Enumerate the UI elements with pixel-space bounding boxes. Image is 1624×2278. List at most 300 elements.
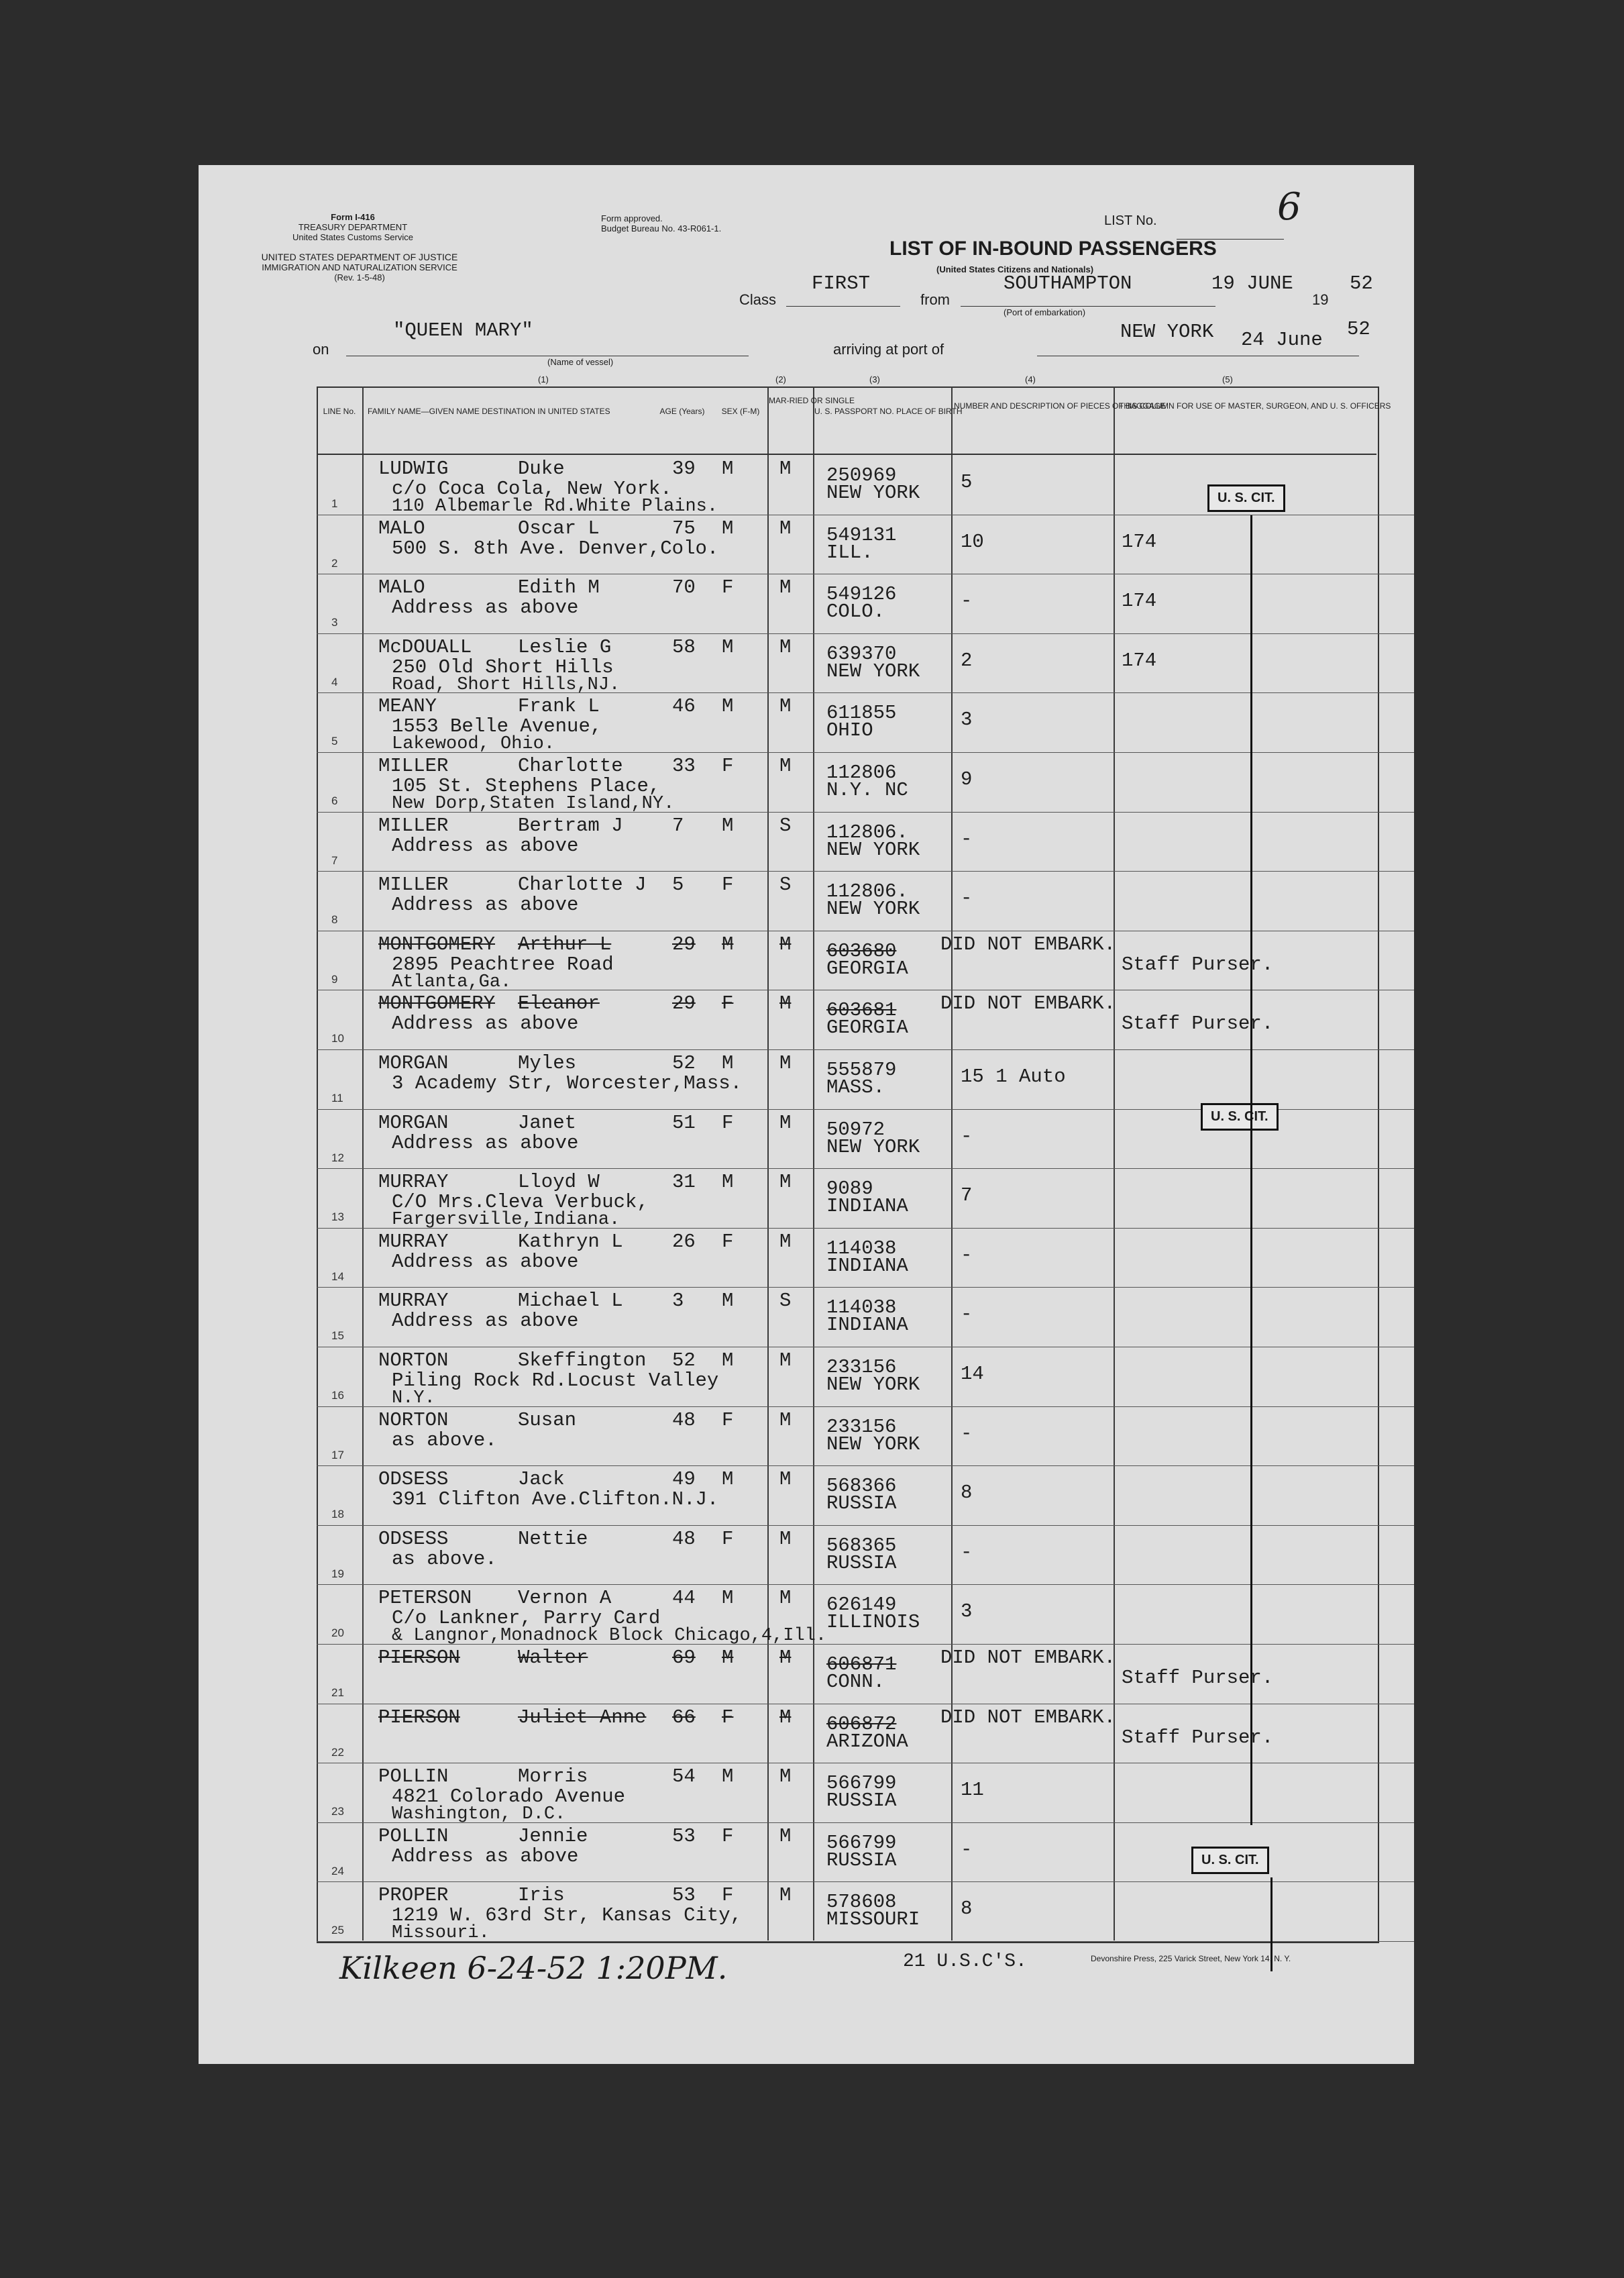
cell-birth: RUSSIA <box>826 1551 897 1574</box>
table-row <box>317 1232 1376 1288</box>
cell-addr1: 250 Old Short Hills <box>392 656 614 678</box>
cell-note: Staff Purser. <box>1122 1667 1274 1689</box>
cell-bag: - <box>961 1422 973 1445</box>
cell-addr1: C/O Mrs.Cleva Verbuck, <box>392 1191 649 1214</box>
arriving-label: arriving at port of <box>833 341 944 358</box>
cell-sex: M <box>722 1290 734 1312</box>
cell-birth: ILL. <box>826 541 873 564</box>
page-title: LIST OF IN-BOUND PASSENGERS <box>889 238 1217 260</box>
cell-line: 7 <box>331 853 338 867</box>
cell-line: 5 <box>331 735 338 748</box>
col-passport: U. S. PASSPORT NO. PLACE OF BIRTH <box>814 407 963 416</box>
cell-family: LUDWIG <box>378 458 449 480</box>
cell-sex: F <box>722 755 734 777</box>
cell-given: Charlotte J <box>518 874 647 896</box>
cell-addr1: as above. <box>392 1547 497 1570</box>
cell-addr2: & Langnor,Monadnock Block Chicago,4,Ill. <box>392 1626 827 1647</box>
printer-credit: Devonshire Press, 225 Varick Street, New York 14, N. Y. <box>1091 1954 1291 1963</box>
cell-family: NORTON <box>378 1349 449 1371</box>
cell-ms: M <box>779 635 792 658</box>
cell-bag: 11 <box>961 1779 984 1802</box>
cell-bag: - <box>961 1125 973 1147</box>
row-divider <box>317 633 1414 634</box>
cell-passport: 112806. <box>826 880 908 903</box>
stamp-line <box>1250 515 1252 1153</box>
cell-age: 29 <box>672 992 696 1015</box>
cell-addr1: Address as above <box>392 597 579 619</box>
cell-line: 9 <box>331 972 338 986</box>
cell-birth: N.Y. NC <box>826 779 908 801</box>
cell-passport: 568365 <box>826 1534 897 1557</box>
cell-birth: ARIZONA <box>826 1730 908 1753</box>
citizen-count: 21 U.S.C'S. <box>903 1951 1027 1972</box>
cell-family: PIERSON <box>378 1647 460 1669</box>
cell-birth: GEORGIA <box>826 1017 908 1039</box>
cell-line: 24 <box>331 1864 344 1877</box>
cell-given: Duke <box>518 458 565 480</box>
cell-addr2: Lakewood, Ohio. <box>392 734 555 755</box>
cell-note: 174 <box>1122 530 1157 553</box>
cell-age: 48 <box>672 1527 696 1550</box>
table-row <box>317 519 1376 574</box>
table-row <box>317 1351 1376 1406</box>
col-sex: SEX (F-M) <box>721 407 760 416</box>
cell-sex: M <box>722 1468 734 1491</box>
table-row <box>317 1469 1376 1525</box>
arrival-port: NEW YORK <box>1120 321 1214 343</box>
list-no-value: 6 <box>1277 185 1301 229</box>
cell-family: MILLER <box>378 874 449 896</box>
cell-passport: 250969 <box>826 464 897 486</box>
table-row <box>317 756 1376 812</box>
table-row <box>317 578 1376 633</box>
cell-birth: RUSSIA <box>826 1790 897 1812</box>
cell-family: PROPER <box>378 1884 449 1907</box>
cell-age: 66 <box>672 1706 696 1728</box>
revision: (Rev. 1-5-48) <box>334 272 385 282</box>
cell-addr1: c/o Coca Cola, New York. <box>392 478 672 500</box>
cell-ms: M <box>779 458 792 480</box>
cell-passport: 603680 <box>826 939 897 962</box>
col-line: LINE No. <box>323 407 356 416</box>
cell-birth: RUSSIA <box>826 1492 897 1515</box>
cell-bag: 2 <box>961 649 973 672</box>
cell-addr2: Road, Short Hills,NJ. <box>392 674 620 695</box>
col-baggage: NUMBER AND DESCRIPTION OF PIECES OF BAGGAGE <box>954 401 1167 411</box>
customs-service: United States Customs Service <box>292 232 413 242</box>
arrival-year: 52 <box>1347 318 1370 340</box>
cell-given: Oscar L <box>518 517 600 539</box>
cell-age: 51 <box>672 1111 696 1134</box>
cell-bag: 14 <box>961 1363 984 1385</box>
table-row <box>317 1291 1376 1347</box>
table-row <box>317 935 1376 990</box>
cell-line: 22 <box>331 1745 344 1759</box>
cell-family: MONTGOMERY <box>378 933 496 955</box>
cell-passport: 9089 <box>826 1178 873 1200</box>
departure-year: 52 <box>1350 272 1373 295</box>
cell-birth: INDIANA <box>826 1254 908 1277</box>
cell-passport: 611855 <box>826 702 897 725</box>
departure-date: 19 JUNE <box>1211 272 1293 295</box>
cell-age: 46 <box>672 695 696 718</box>
cell-bag: 10 <box>961 530 984 553</box>
cell-ms: M <box>779 576 792 599</box>
cell-line: 16 <box>331 1389 344 1402</box>
row-divider <box>317 1584 1414 1585</box>
cell-addr2: N.Y. <box>392 1388 435 1408</box>
cell-ms: M <box>779 1052 792 1074</box>
cell-sex: M <box>722 1171 734 1194</box>
cell-sex: F <box>722 874 734 896</box>
port-embark-label: (Port of embarkation) <box>1004 307 1086 317</box>
cell-addr2: Missouri. <box>392 1923 490 1944</box>
cell-family: POLLIN <box>378 1765 449 1788</box>
cell-ms: M <box>779 695 792 718</box>
cell-given: Michael L <box>518 1290 623 1312</box>
cell-family: MEANY <box>378 695 437 718</box>
cell-ms: M <box>779 992 792 1015</box>
cell-line: 3 <box>331 616 338 629</box>
cell-sex: F <box>722 1230 734 1253</box>
cell-line: 20 <box>331 1626 344 1640</box>
cell-age: 53 <box>672 1824 696 1847</box>
cell-addr1: Address as above <box>392 1310 579 1333</box>
cell-birth: RUSSIA <box>826 1849 897 1871</box>
col-num-5: (5) <box>1222 374 1233 384</box>
cell-bag: - <box>961 1243 973 1266</box>
from-label: from <box>920 291 950 308</box>
cell-sex: M <box>722 1052 734 1074</box>
cell-addr1: 391 Clifton Ave.Clifton.N.J. <box>392 1488 719 1511</box>
cell-addr2: Atlanta,Ga. <box>392 972 512 992</box>
cell-ms: M <box>779 1765 792 1788</box>
cell-birth: NEW YORK <box>826 1433 920 1455</box>
cell-ms: M <box>779 755 792 777</box>
cell-addr1: Address as above <box>392 1250 579 1273</box>
cell-bag: - <box>961 1838 973 1861</box>
cell-passport: 626149 <box>826 1594 897 1616</box>
cell-line: 2 <box>331 556 338 570</box>
cell-bag: DID NOT EMBARK. <box>940 1706 1116 1728</box>
cell-passport: 233156 <box>826 1356 897 1378</box>
cell-given: Charlotte <box>518 755 623 777</box>
year-prefix-1: 19 <box>1312 291 1329 308</box>
cell-bag: 15 1 Auto <box>961 1066 1066 1088</box>
cell-line: 6 <box>331 794 338 807</box>
cell-passport: 114038 <box>826 1237 897 1259</box>
cell-addr1: 1553 Belle Avenue, <box>392 715 602 738</box>
cell-birth: NEW YORK <box>826 660 920 682</box>
cell-age: 7 <box>672 814 684 837</box>
ins-service: IMMIGRATION AND NATURALIZATION SERVICE <box>262 262 457 272</box>
row-divider <box>317 1525 1414 1526</box>
cell-addr2: Washington, D.C. <box>392 1804 566 1825</box>
cell-family: MURRAY <box>378 1290 449 1312</box>
cell-addr2: Fargersville,Indiana. <box>392 1210 620 1231</box>
cell-family: MORGAN <box>378 1052 449 1074</box>
cell-note: 174 <box>1122 649 1157 672</box>
cell-sex: F <box>722 1706 734 1728</box>
cell-line: 11 <box>331 1092 343 1104</box>
cell-given: Janet <box>518 1111 577 1134</box>
cell-ms: S <box>779 874 792 896</box>
cell-family: MURRAY <box>378 1230 449 1253</box>
cell-birth: NEW YORK <box>826 482 920 504</box>
col-name: FAMILY NAME—GIVEN NAME DESTINATION IN UNITED STATES <box>368 407 610 416</box>
cell-addr1: 500 S. 8th Ave. Denver,Colo. <box>392 537 719 560</box>
cell-family: MONTGOMERY <box>378 992 496 1015</box>
cell-line: 19 <box>331 1567 344 1580</box>
cell-line: 14 <box>331 1270 344 1283</box>
table-row <box>317 1708 1376 1763</box>
cell-family: PIERSON <box>378 1706 460 1728</box>
cell-family: MALO <box>378 576 425 599</box>
cell-bag: 5 <box>961 471 973 493</box>
table-row <box>317 1410 1376 1466</box>
cell-given: Susan <box>518 1408 577 1431</box>
col-age: AGE (Years) <box>659 407 705 416</box>
cell-ms: M <box>779 1111 792 1134</box>
cell-sex: M <box>722 814 734 837</box>
cell-bag: - <box>961 1541 973 1563</box>
cell-given: Walter <box>518 1647 588 1669</box>
cell-addr1: 1219 W. 63rd Str, Kansas City, <box>392 1904 743 1927</box>
cell-birth: INDIANA <box>826 1314 908 1337</box>
cell-sex: M <box>722 517 734 539</box>
cell-line: 13 <box>331 1210 344 1224</box>
vessel-label: (Name of vessel) <box>547 357 614 367</box>
cell-sex: M <box>722 933 734 955</box>
cell-ms: M <box>779 933 792 955</box>
cell-note: 174 <box>1122 590 1157 613</box>
cell-ms: M <box>779 1171 792 1194</box>
cell-sex: M <box>722 1765 734 1788</box>
cell-bag: 9 <box>961 768 973 790</box>
cell-bag: - <box>961 1303 973 1326</box>
class-value: FIRST <box>812 272 871 295</box>
cell-passport: 639370 <box>826 642 897 665</box>
cell-given: Jennie <box>518 1824 588 1847</box>
table-row <box>317 1171 1376 1231</box>
col-officers: THIS COLUMN FOR USE OF MASTER, SURGEON, AND U. S. OFFICERS <box>1119 401 1391 411</box>
cell-given: Leslie G <box>518 635 612 658</box>
cell-passport: 568366 <box>826 1475 897 1498</box>
cell-passport: 603681 <box>826 999 897 1022</box>
cell-ms: M <box>779 1230 792 1253</box>
from-value: SOUTHAMPTON <box>1004 272 1132 295</box>
cell-addr1: Address as above <box>392 1013 579 1035</box>
cell-given: Lloyd W <box>518 1171 600 1194</box>
cell-age: 48 <box>672 1408 696 1431</box>
col-num-1: (1) <box>538 374 549 384</box>
cell-given: Vernon A <box>518 1587 612 1610</box>
cell-addr1: 4821 Colorado Avenue <box>392 1785 626 1808</box>
cell-given: Edith M <box>518 576 600 599</box>
row-divider <box>317 1287 1414 1288</box>
cell-age: 69 <box>672 1647 696 1669</box>
cell-line: 23 <box>331 1805 344 1818</box>
cell-sex: M <box>722 1587 734 1610</box>
cell-passport: 549131 <box>826 523 897 546</box>
cell-passport: 555879 <box>826 1059 897 1081</box>
table-row <box>317 1765 1376 1825</box>
cell-addr1: Address as above <box>392 1845 579 1867</box>
cell-addr1: Address as above <box>392 834 579 857</box>
cell-birth: OHIO <box>826 719 873 742</box>
cell-passport: 578608 <box>826 1891 897 1914</box>
cell-given: Frank L <box>518 695 600 718</box>
table-row <box>317 875 1376 931</box>
cell-birth: ILLINOIS <box>826 1611 920 1634</box>
cell-passport: 549126 <box>826 583 897 606</box>
col-num-4: (4) <box>1025 374 1036 384</box>
cell-line: 21 <box>331 1686 344 1699</box>
table-row <box>317 1884 1376 1944</box>
cell-bag: 7 <box>961 1184 973 1207</box>
table-row <box>317 994 1376 1049</box>
on-label: on <box>313 341 329 358</box>
cell-addr1: Piling Rock Rd.Locust Valley <box>392 1369 719 1392</box>
cell-family: ODSESS <box>378 1468 449 1491</box>
cell-addr1: as above. <box>392 1429 497 1451</box>
table-row <box>317 816 1376 872</box>
cell-bag: 3 <box>961 1600 973 1623</box>
cell-bag: 8 <box>961 1898 973 1920</box>
col-married: MAR-RIED OR SINGLE <box>769 396 855 405</box>
cell-given: Myles <box>518 1052 577 1074</box>
cell-sex: F <box>722 1111 734 1134</box>
cell-ms: M <box>779 1587 792 1610</box>
cell-line: 10 <box>331 1032 344 1045</box>
cell-ms: M <box>779 517 792 539</box>
cell-age: 52 <box>672 1052 696 1074</box>
cell-ms: M <box>779 1527 792 1550</box>
cell-line: 15 <box>331 1329 344 1343</box>
form-approved: Form approved. <box>601 213 663 223</box>
table-row <box>317 1587 1376 1647</box>
cell-ms: S <box>779 1290 792 1312</box>
class-label: Class <box>739 291 777 308</box>
cell-note: Staff Purser. <box>1122 953 1274 976</box>
cell-age: 75 <box>672 517 696 539</box>
row-divider <box>317 1881 1414 1882</box>
vessel-name: "QUEEN MARY" <box>393 319 533 342</box>
cell-given: Morris <box>518 1765 588 1788</box>
cell-line: 4 <box>331 675 338 688</box>
cell-family: MALO <box>378 517 425 539</box>
cell-family: MILLER <box>378 814 449 837</box>
cell-sex: F <box>722 576 734 599</box>
justice-block <box>212 252 507 282</box>
table-row <box>317 1648 1376 1704</box>
cell-ms: M <box>779 1824 792 1847</box>
cell-age: 5 <box>672 874 684 896</box>
cell-family: McDOUALL <box>378 635 472 658</box>
cell-birth: NEW YORK <box>826 1374 920 1396</box>
cell-passport: 112806. <box>826 821 908 843</box>
cell-note: Staff Purser. <box>1122 1013 1274 1035</box>
cell-bag: DID NOT EMBARK. <box>940 992 1116 1015</box>
cell-sex: F <box>722 1408 734 1431</box>
stamp-line <box>1250 1134 1252 1825</box>
table-row <box>317 637 1376 693</box>
cell-family: MURRAY <box>378 1171 449 1194</box>
cell-given: Bertram J <box>518 814 623 837</box>
passenger-manifest-page <box>199 165 1414 2064</box>
cell-passport: 114038 <box>826 1296 897 1319</box>
cell-birth: NEW YORK <box>826 898 920 921</box>
cell-ms: M <box>779 1884 792 1907</box>
cell-birth: CONN. <box>826 1671 885 1693</box>
cell-addr1: 105 St. Stephens Place, <box>392 775 661 797</box>
cell-given: Nettie <box>518 1527 588 1550</box>
inspector-signature <box>339 1950 727 1986</box>
cell-bag: - <box>961 590 973 613</box>
cell-sex: F <box>722 1824 734 1847</box>
cell-given: Kathryn L <box>518 1230 623 1253</box>
cell-sex: F <box>722 1527 734 1550</box>
cell-age: 31 <box>672 1171 696 1194</box>
budget-bureau: Budget Bureau No. 43-R061-1. <box>601 223 722 234</box>
cell-family: MORGAN <box>378 1111 449 1134</box>
cell-addr1: Address as above <box>392 894 579 917</box>
cell-birth: COLO. <box>826 601 885 623</box>
cell-passport: 606871 <box>826 1653 897 1675</box>
col-num-2: (2) <box>775 374 786 384</box>
row-divider <box>317 1465 1414 1466</box>
cell-bag: - <box>961 827 973 850</box>
signature-text: Kilkeen 6-24-52 1:20PM. <box>339 1950 728 1986</box>
list-no-label: LIST No. <box>1104 213 1157 228</box>
cell-family: POLLIN <box>378 1824 449 1847</box>
cell-passport: 606872 <box>826 1712 897 1735</box>
cell-addr1: Address as above <box>392 1131 579 1154</box>
cell-line: 8 <box>331 913 338 927</box>
cell-sex: F <box>722 992 734 1015</box>
cell-age: 53 <box>672 1884 696 1907</box>
cell-birth: NEW YORK <box>826 838 920 861</box>
cell-given: Eleanor <box>518 992 600 1015</box>
cell-addr2: 110 Albemarle Rd.White Plains. <box>392 497 718 517</box>
cell-passport: 233156 <box>826 1415 897 1438</box>
cell-age: 49 <box>672 1468 696 1491</box>
cell-bag: - <box>961 887 973 910</box>
cell-age: 70 <box>672 576 696 599</box>
cell-sex: M <box>722 458 734 480</box>
row-divider <box>317 871 1414 872</box>
row-divider <box>317 1049 1414 1050</box>
row-divider <box>317 1168 1414 1169</box>
us-cit-stamp: U. S. CIT. <box>1201 1103 1279 1131</box>
cell-sex: F <box>722 1884 734 1907</box>
cell-addr1: 2895 Peachtree Road <box>392 953 614 976</box>
cell-ms: M <box>779 1408 792 1431</box>
class-line <box>786 306 900 307</box>
cell-birth: MISSOURI <box>826 1908 920 1931</box>
cell-family: NORTON <box>378 1408 449 1431</box>
cell-line: 12 <box>331 1151 344 1164</box>
cell-age: 33 <box>672 755 696 777</box>
cell-given: Arthur L <box>518 933 612 955</box>
cell-birth: NEW YORK <box>826 1135 920 1158</box>
cell-birth: MASS. <box>826 1076 885 1098</box>
cell-sex: M <box>722 1349 734 1371</box>
cell-given: Skeffington <box>518 1349 647 1371</box>
cell-passport: 566799 <box>826 1831 897 1854</box>
cell-ms: M <box>779 1468 792 1491</box>
form-number: Form I-416 <box>331 212 375 222</box>
